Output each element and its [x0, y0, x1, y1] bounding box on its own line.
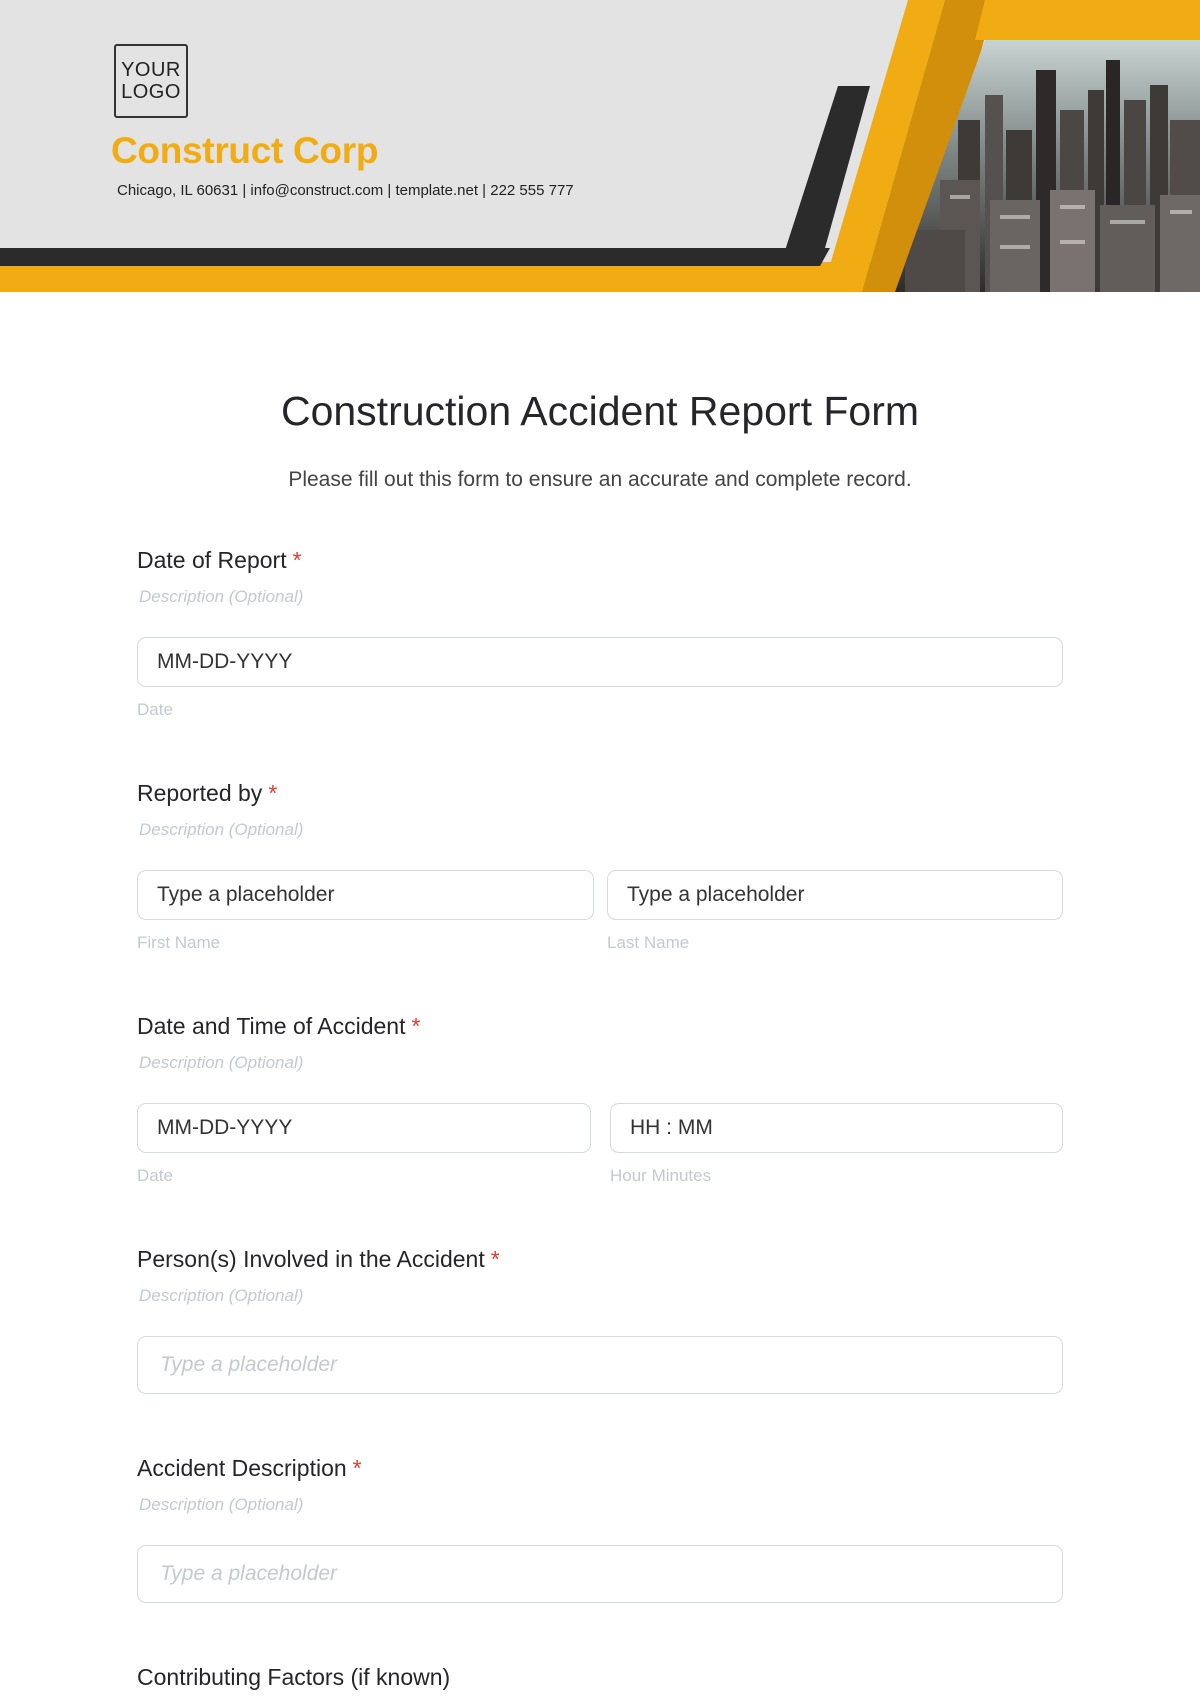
accident-time-input[interactable]: HH : MM [610, 1103, 1063, 1153]
field-description: Description (Optional) [139, 1053, 304, 1072]
field-accident-description [137, 1453, 1063, 1585]
form-title: Construction Accident Report Form [280, 388, 920, 434]
field-description: Description (Optional) [139, 820, 304, 839]
field-date-time-of-accident [137, 1011, 1063, 1185]
dark-band [0, 248, 830, 266]
required-asterisk: * [352, 1455, 362, 1481]
date-input[interactable]: MM-DD-YYYY [137, 637, 1063, 687]
field-label: Date and Time of Accident [137, 1013, 406, 1039]
input-sublabel: Last Name [607, 933, 690, 952]
persons-involved-input[interactable]: Type a placeholder [137, 1336, 1063, 1394]
logo-line-2: LOGO [121, 81, 181, 103]
field-description: Description (Optional) [139, 587, 304, 606]
required-asterisk: * [490, 1246, 500, 1272]
input-sublabel: Hour Minutes [610, 1166, 712, 1185]
accident-description-input[interactable]: Type a placeholder [137, 1545, 1063, 1603]
required-asterisk: * [292, 547, 302, 573]
field-label: Accident Description [137, 1455, 347, 1481]
input-sublabel: Date [137, 700, 173, 719]
field-label: Reported by [137, 780, 263, 806]
field-persons-involved [137, 1244, 1063, 1376]
accident-date-input[interactable]: MM-DD-YYYY [137, 1103, 591, 1153]
last-name-input[interactable]: Type a placeholder [607, 870, 1063, 920]
header-banner [0, 0, 1200, 292]
field-reported-by [137, 778, 1063, 952]
field-description: Description (Optional) [139, 1495, 304, 1514]
field-label: Date of Report [137, 547, 287, 573]
required-asterisk: * [268, 780, 278, 806]
field-contributing-factors [137, 1662, 1063, 1692]
first-name-input[interactable]: Type a placeholder [137, 870, 594, 920]
field-label: Contributing Factors (if known) [137, 1664, 451, 1690]
input-sublabel: First Name [137, 933, 221, 952]
field-date-of-report [137, 545, 1063, 719]
company-name: Construct Corp [111, 130, 379, 171]
required-asterisk: * [411, 1013, 421, 1039]
company-logo [114, 44, 188, 118]
logo-line-1: YOUR [121, 59, 181, 81]
input-sublabel: Date [137, 1166, 173, 1185]
company-contact-info: Chicago, IL 60631 | info@construct.com | template.net | 222 555 777 [117, 182, 574, 199]
form-subtitle: Please fill out this form to ensure an accurate and complete record. [288, 468, 912, 491]
field-description: Description (Optional) [139, 1286, 304, 1305]
yellow-top-band [975, 0, 1200, 40]
field-label: Person(s) Involved in the Accident [137, 1246, 485, 1272]
